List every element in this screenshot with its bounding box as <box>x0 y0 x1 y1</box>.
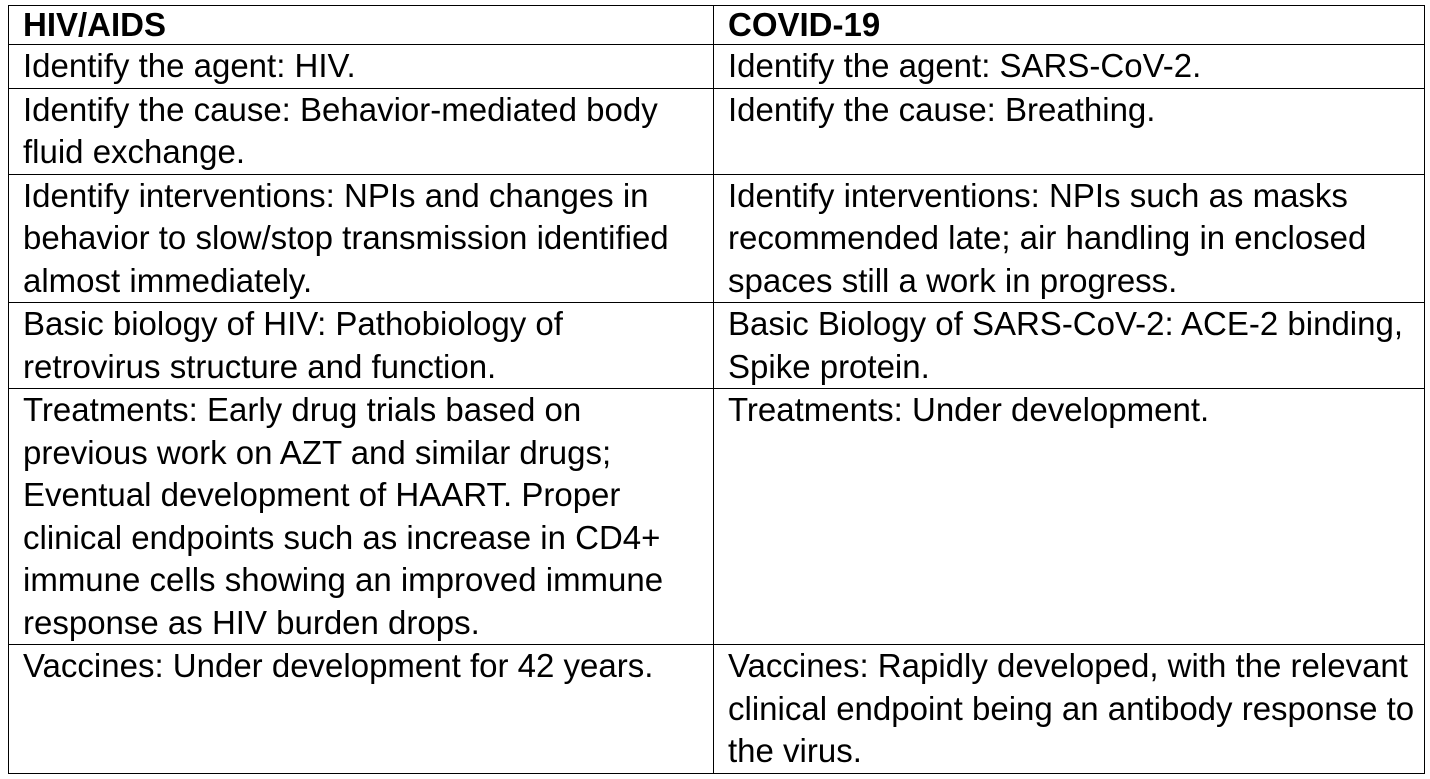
table-row <box>9 303 1425 389</box>
cell-covid-biology: Basic Biology of SARS-CoV-2: ACE-2 binding, Spike protein. <box>714 303 1425 389</box>
cell-hiv-vaccines: Vaccines: Under development for 42 years. <box>9 645 714 774</box>
table-row <box>9 389 1425 645</box>
cell-hiv-treatments: Treatments: Early drug trials based on previous work on AZT and similar drugs; Eventual development of HAART. Proper clinical endpoints such as increase in CD4+ immune cells showing an improved immune response as HIV burden drops. <box>9 389 714 645</box>
cell-hiv-biology: Basic biology of HIV: Pathobiology of retrovirus structure and function. <box>9 303 714 389</box>
cell-covid-cause: Identify the cause: Breathing. <box>714 88 1425 174</box>
cell-covid-agent: Identify the agent: SARS-CoV-2. <box>714 45 1425 89</box>
cell-hiv-agent: Identify the agent: HIV. <box>9 45 714 89</box>
table-row <box>9 88 1425 174</box>
cell-covid-vaccines: Vaccines: Rapidly developed, with the relevant clinical endpoint being an antibody response to the virus. <box>714 645 1425 774</box>
cell-hiv-interventions: Identify interventions: NPIs and changes in behavior to slow/stop transmission identified almost immediately. <box>9 174 714 303</box>
header-covid-19: COVID-19 <box>714 6 1425 45</box>
table-row <box>9 174 1425 303</box>
cell-hiv-cause: Identify the cause: Behavior-mediated body fluid exchange. <box>9 88 714 174</box>
header-hiv-aids: HIV/AIDS <box>9 6 714 45</box>
cell-covid-interventions: Identify interventions: NPIs such as masks recommended late; air handling in enclosed spaces still a work in progress. <box>714 174 1425 303</box>
table-row <box>9 645 1425 774</box>
table-header-row <box>9 6 1425 45</box>
cell-covid-treatments: Treatments: Under development. <box>714 389 1425 645</box>
table-row <box>9 45 1425 89</box>
comparison-table <box>8 5 1425 774</box>
